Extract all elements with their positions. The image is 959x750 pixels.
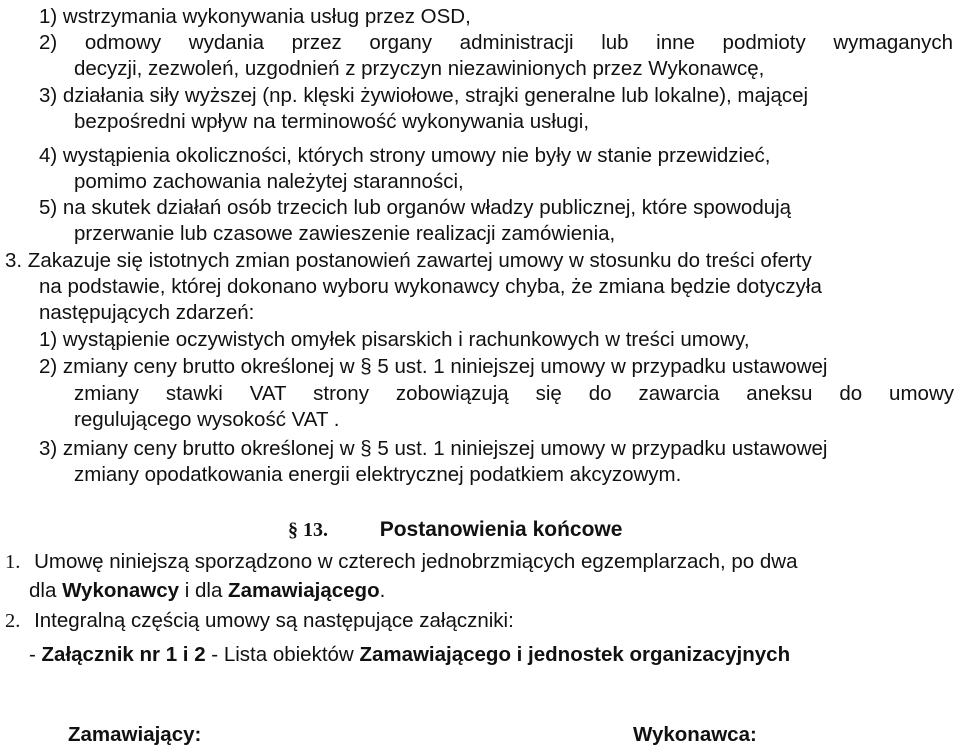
signature-client: Zamawiający: <box>68 723 202 746</box>
text: - Lista obiektów <box>205 643 360 666</box>
contractor-name: Wykonawcy <box>62 579 180 602</box>
paragraph-number: 2. <box>5 610 21 632</box>
list-item-continuation: przerwanie lub czasowe zawieszenie realizacji zamówienia, <box>74 222 616 245</box>
client-name: Zamawiającego <box>228 579 380 602</box>
list-item-continuation: regulującego wysokość VAT . <box>74 408 340 431</box>
list-item: 4) wystąpienia okoliczności, których strony umowy nie były w stanie przewidzieć, <box>39 144 771 167</box>
list-item: 3) zmiany ceny brutto określonej w § 5 ust. 1 niniejszej umowy w przypadku ustawowej <box>39 437 828 460</box>
section-heading <box>288 518 622 542</box>
final-paragraph-1 <box>5 550 798 574</box>
text: dla <box>29 579 63 602</box>
attachment-description: Zamawiającego i jednostek organizacyjnych <box>359 643 791 666</box>
section-number: § 13. <box>288 519 328 541</box>
paragraph-text: Integralną częścią umowy są następujące załączniki: <box>34 609 514 632</box>
paragraph-3-continuation: na podstawie, której dokonano wyboru wykonawcy chyba, że zmiana będzie dotyczyła <box>39 275 822 298</box>
text: i dla <box>179 579 229 602</box>
list-item-continuation: zmiany stawki VAT strony zobowiązują się do zawarcia aneksu do umowy <box>74 382 954 405</box>
paragraph-3: 3. Zakazuje się istotnych zmian postanowień zawartej umowy w stosunku do treści oferty <box>5 249 812 272</box>
text: - <box>29 643 42 666</box>
paragraph-number: 1. <box>5 551 21 573</box>
list-item-continuation: bezpośredni wpływ na terminowość wykonywania usługi, <box>74 110 590 133</box>
list-item: 5) na skutek działań osób trzecich lub organów władzy publicznej, które spowodują <box>39 196 792 219</box>
paragraph-text: Umowę niniejszą sporządzono w czterech jednobrzmiących egzemplarzach, po dwa <box>34 550 798 573</box>
list-item: 2) odmowy wydania przez organy administracji lub inne podmioty wymaganych <box>39 31 953 54</box>
list-item-continuation: zmiany opodatkowania energii elektrycznej podatkiem akcyzowym. <box>74 463 682 486</box>
list-item-continuation: pomimo zachowania należytej staranności, <box>74 170 464 193</box>
text: . <box>379 579 386 602</box>
list-item: 1) wystąpienie oczywistych omyłek pisarskich i rachunkowych w treści umowy, <box>39 328 750 351</box>
list-item: 3) działania siły wyższej (np. klęski żywiołowe, strajki generalne lub lokalne), mającej <box>39 84 809 107</box>
final-paragraph-2 <box>5 609 514 633</box>
final-paragraph-1-continuation <box>29 579 385 603</box>
section-title: Postanowienia końcowe <box>379 518 623 541</box>
list-item: 1) wstrzymania wykonywania usług przez OSD, <box>39 5 471 28</box>
attachment-line <box>29 643 790 667</box>
attachment-label: Załącznik nr 1 i 2 <box>41 643 206 666</box>
list-item-continuation: decyzji, zezwoleń, uzgodnień z przyczyn niezawinionych przez Wykonawcę, <box>74 57 765 80</box>
list-item: 2) zmiany ceny brutto określonej w § 5 ust. 1 niniejszej umowy w przypadku ustawowej <box>39 355 828 378</box>
paragraph-3-continuation: następujących zdarzeń: <box>39 301 255 324</box>
signature-contractor: Wykonawca: <box>633 723 757 746</box>
